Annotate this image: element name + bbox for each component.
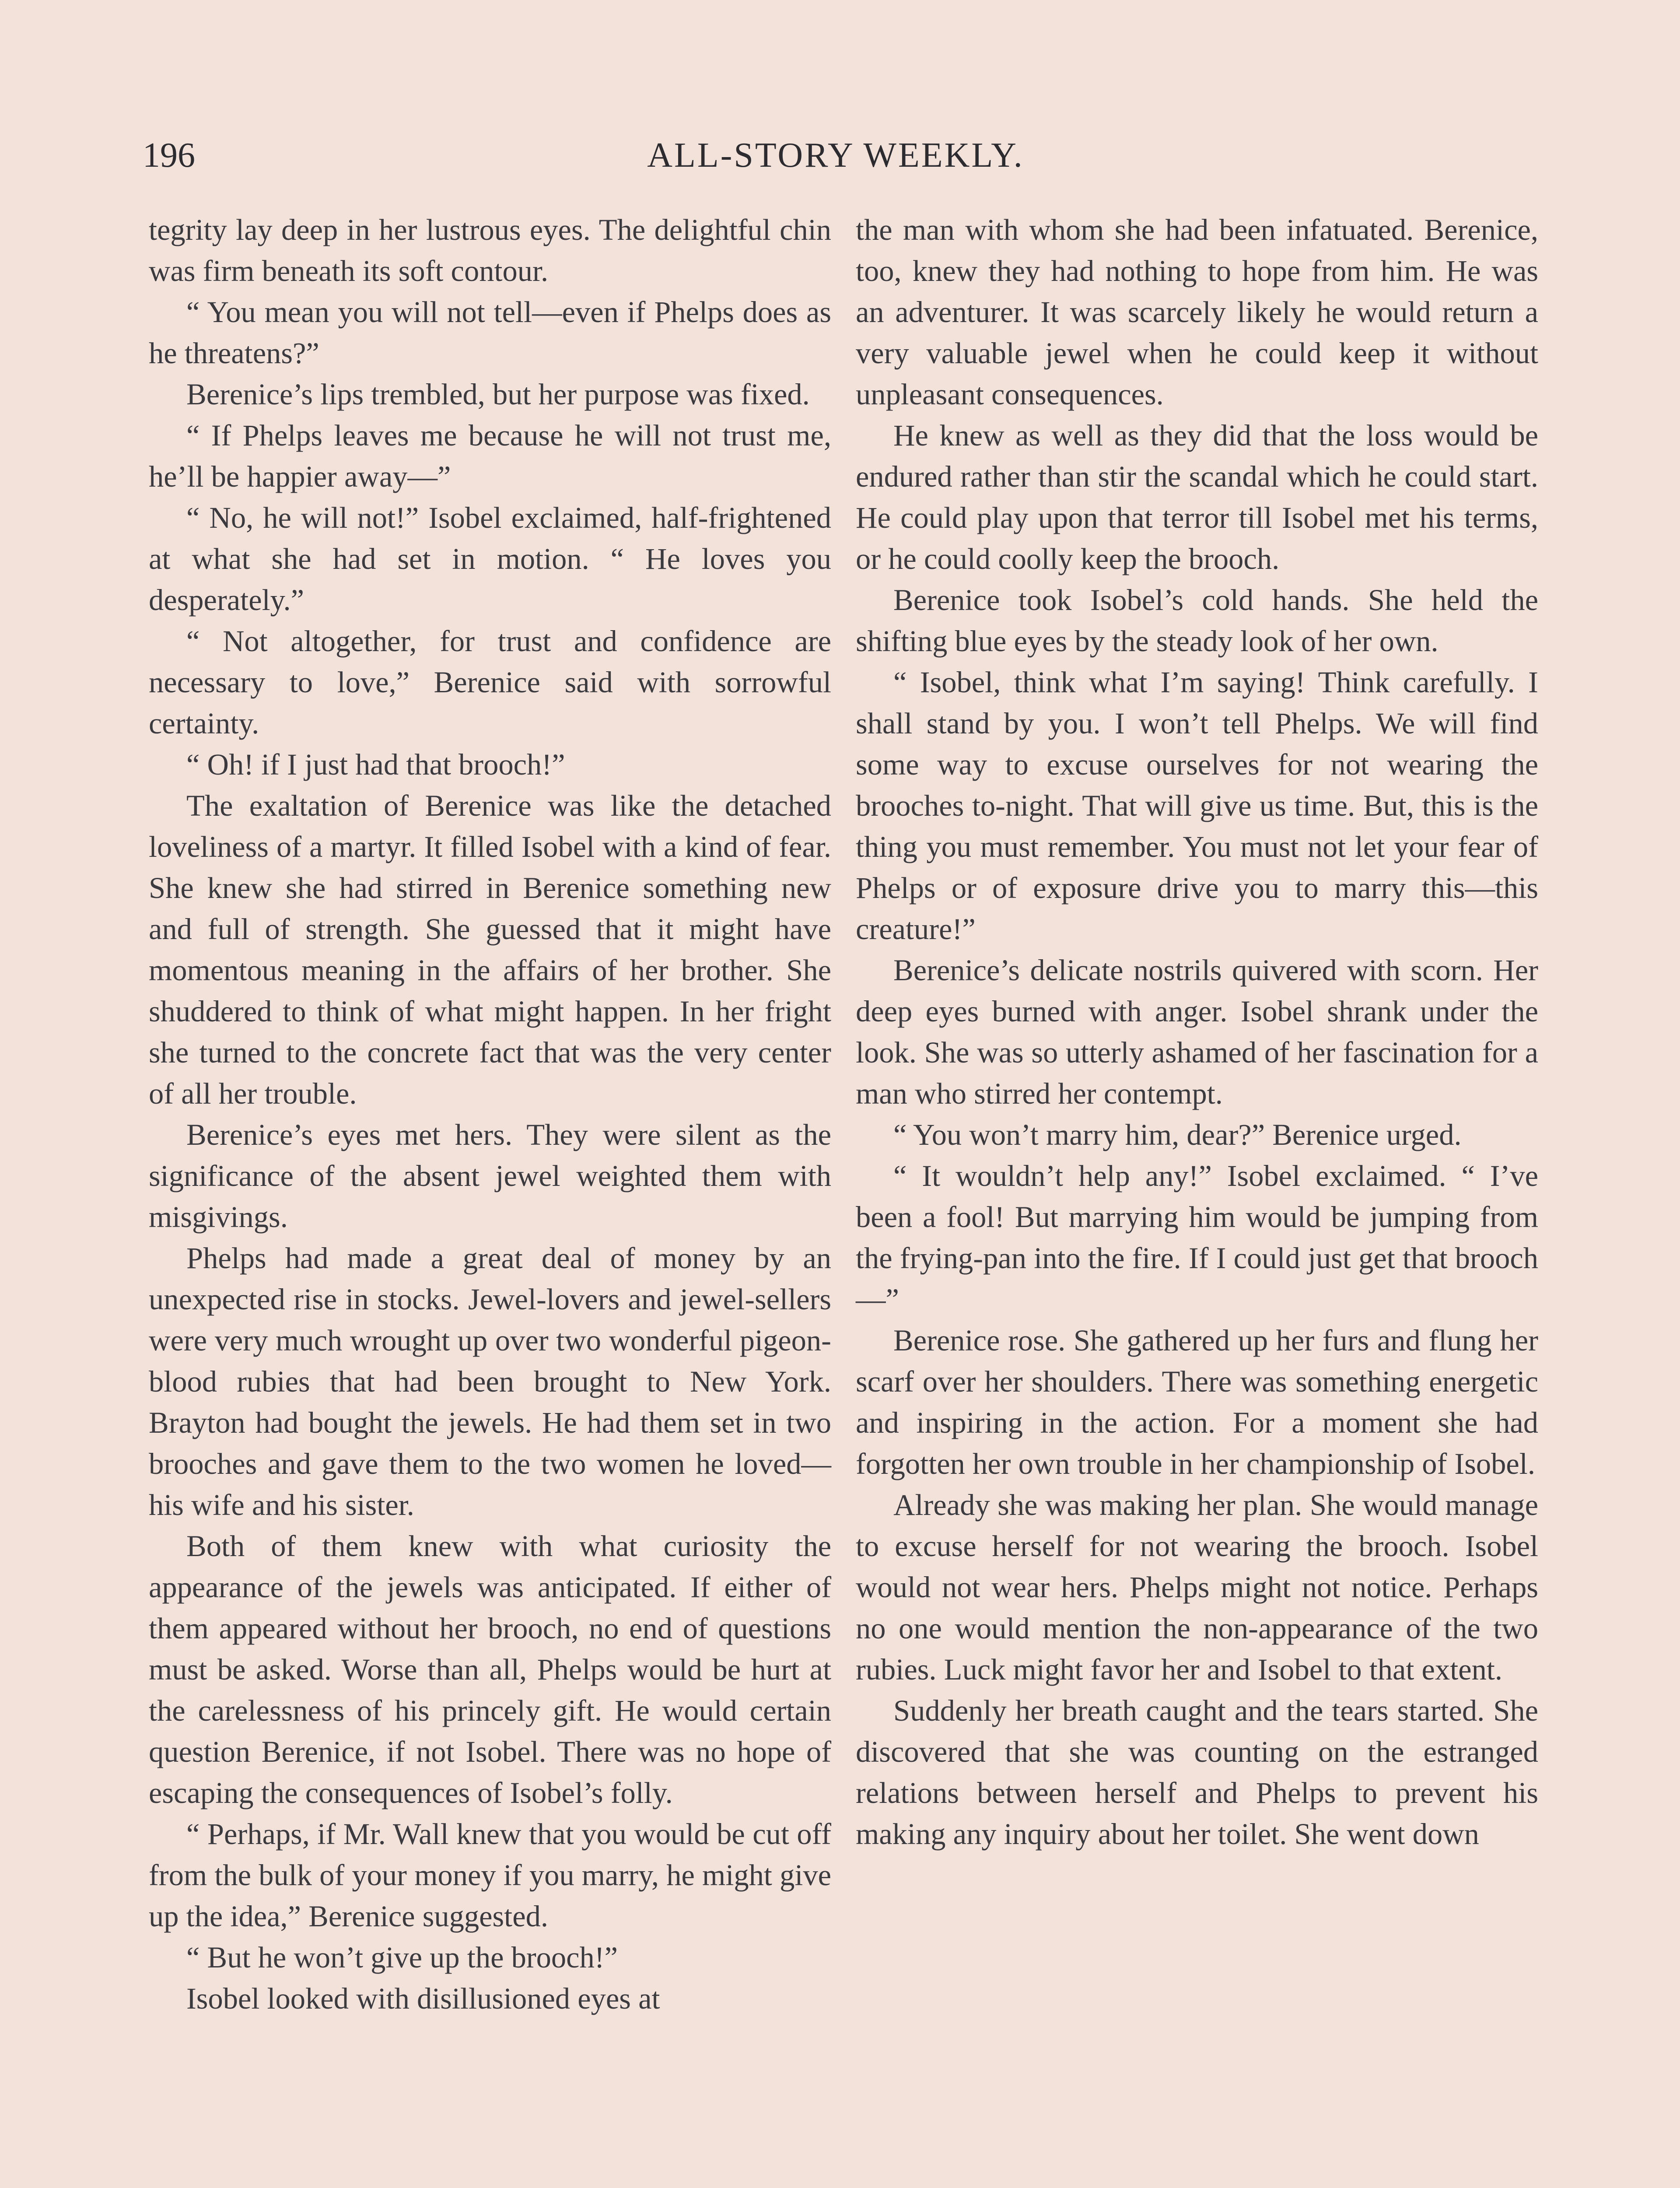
paragraph: “ Perhaps, if Mr. Wall knew that you would be cut off from the bulk of your money if you marry, he might give up the idea,” Berenice suggested. xyxy=(149,1817,831,1933)
paragraph: “ Isobel, think what I’m saying! Think carefully. I shall stand by you. I won’t tell Phelps. We will find some way to excuse ourselves for not wearing the brooches to-night. That will give us time. But, this is the thing you must remember. You must not let your fear of Phelps or of exposure drive you to marry this—this creature!” xyxy=(856,666,1538,946)
left-column xyxy=(149,209,831,2019)
paragraph: Isobel looked with disillusioned eyes at xyxy=(186,1982,660,2015)
paragraph: “ But he won’t give up the brooch!” xyxy=(186,1941,618,1974)
paragraph: “ You won’t marry him, dear?” Berenice urged. xyxy=(893,1118,1462,1151)
paragraph: Berenice rose. She gathered up her furs and flung her scarf over her shoulders. There was something energetic and inspiring in the action. For a moment she had forgotten her own trouble in her championship of Isobel. xyxy=(856,1324,1538,1480)
paragraph: Already she was making her plan. She would manage to excuse herself for not wearing the brooch. Isobel would not wear hers. Phelps might not notice. Perhaps no one would mention the non-appearance of the two rubies. Luck might favor her and Isobel to that extent. xyxy=(856,1488,1538,1686)
paragraph: “ No, he will not!” Isobel exclaimed, half-frightened at what she had set in motion. “ He loves you desperately.” xyxy=(149,501,831,617)
paragraph: “ If Phelps leaves me because he will not trust me, he’ll be happier away—” xyxy=(149,419,831,493)
page-header xyxy=(136,131,1536,179)
paragraph: Berenice’s lips trembled, but her purpose was fixed. xyxy=(186,378,810,411)
paragraph: Suddenly her breath caught and the tears started. She discovered that she was counting on the estranged relations between herself and Phelps to prevent his making any inquiry about her toilet. She went down xyxy=(856,1694,1538,1851)
right-column xyxy=(856,209,1538,1855)
paragraph: He knew as well as they did that the loss would be endured rather than stir the scandal which he could start. He could play upon that terror till Isobel met his terms, or he could coolly keep the brooch. xyxy=(856,419,1538,575)
paragraph: the man with whom she had been infatuated. Berenice, too, knew they had nothing to hope from him. He was an adventurer. It was scarcely likely he would return a very valuable jewel when he could keep it without unpleasant consequences. xyxy=(856,213,1538,411)
paragraph: Both of them knew with what curiosity the appearance of the jewels was anticipated. If either of them appeared without her brooch, no end of questions must be asked. Worse than all, Phelps would be hurt at the carelessness of his princely gift. He would certain question Berenice, if not Isobel. There was no hope of escaping the consequences of Isobel’s folly. xyxy=(149,1529,831,1809)
paragraph: “ You mean you will not tell—even if Phelps does as he threatens?” xyxy=(149,295,831,370)
paragraph: Berenice took Isobel’s cold hands. She held the shifting blue eyes by the steady look of her own. xyxy=(856,583,1538,658)
paragraph: “ Not altogether, for trust and confidence are necessary to love,” Berenice said with sorrowful certainty. xyxy=(149,624,831,740)
running-head: ALL-STORY WEEKLY. xyxy=(647,136,1024,175)
paragraph: “ Oh! if I just had that brooch!” xyxy=(186,748,565,781)
page-number: 196 xyxy=(143,136,195,175)
paragraph: Phelps had made a great deal of money by an unexpected rise in stocks. Jewel-lovers and jewel-sellers were very much wrought up over two wonderful pigeon-blood rubies that had been brought to New York. Brayton had bought the jewels. He had them set in two brooches and gave them to the two women he loved—his wife and his sister. xyxy=(149,1241,831,1522)
paragraph: The exaltation of Berenice was like the detached loveliness of a martyr. It filled Isobel with a kind of fear. She knew she had stirred in Berenice something new and full of strength. She guessed that it might have momentous meaning in the affairs of her brother. She shuddered to think of what might happen. In her fright she turned to the concrete fact that was the very center of all her trouble. xyxy=(149,789,831,1110)
paragraph: Berenice’s delicate nostrils quivered with scorn. Her deep eyes burned with anger. Isobel shrank under the look. She was so utterly ashamed of her fascination for a man who stirred her contempt. xyxy=(856,954,1538,1110)
paragraph: “ It wouldn’t help any!” Isobel exclaimed. “ I’ve been a fool! But marrying him would be jumping from the frying-pan into the fire. If I could just get that brooch—” xyxy=(856,1159,1538,1316)
paragraph: tegrity lay deep in her lustrous eyes. The delightful chin was firm beneath its soft contour. xyxy=(149,213,831,288)
paragraph: Berenice’s eyes met hers. They were silent as the significance of the absent jewel weighted them with misgivings. xyxy=(149,1118,831,1234)
